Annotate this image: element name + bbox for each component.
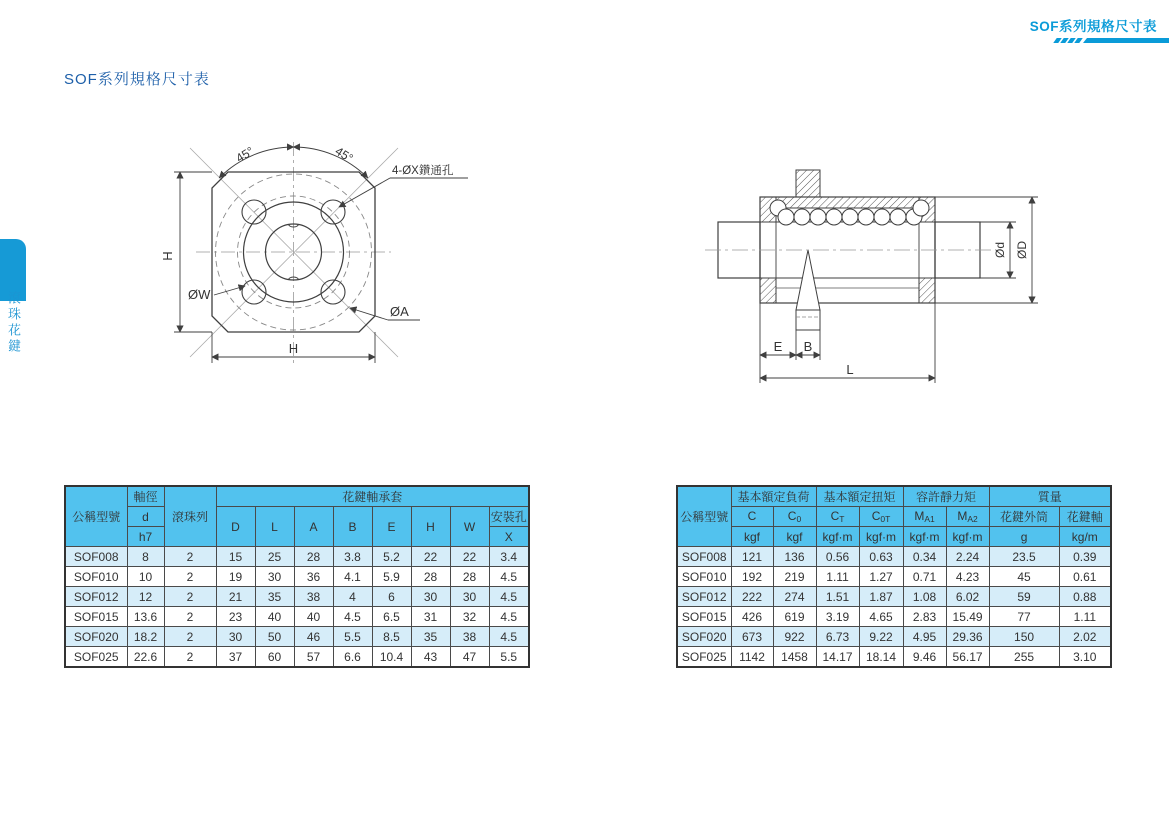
value-cell: 0.88 (1059, 587, 1111, 607)
value-cell: 2.83 (903, 607, 946, 627)
value-cell: 1458 (773, 647, 816, 668)
value-cell: 5.5 (489, 647, 529, 668)
value-cell: 45 (989, 567, 1059, 587)
value-cell: 10 (127, 567, 164, 587)
value-cell: 19 (216, 567, 255, 587)
value-cell: 22 (411, 547, 450, 567)
value-cell: 57 (294, 647, 333, 668)
value-cell: 29.36 (946, 627, 989, 647)
table-row (65, 547, 529, 567)
table-row (677, 547, 1111, 567)
col-header-d: d (127, 507, 164, 527)
model-cell: SOF025 (677, 647, 731, 668)
value-cell: 35 (411, 627, 450, 647)
unit-header: kgf·m (816, 527, 859, 547)
value-cell: 136 (773, 547, 816, 567)
value-cell: 23 (216, 607, 255, 627)
col-header-spline-shaft: 花鍵軸 (1059, 507, 1111, 527)
value-cell: 14.17 (816, 647, 859, 668)
value-cell: 47 (450, 647, 489, 668)
value-cell: 1.11 (1059, 607, 1111, 627)
value-cell: 28 (294, 547, 333, 567)
value-cell: 619 (773, 607, 816, 627)
col-header-MA2: $M_{A2}$ (946, 507, 989, 527)
value-cell: 43 (411, 647, 450, 668)
value-cell: 5.9 (372, 567, 411, 587)
value-cell: 922 (773, 627, 816, 647)
col-header-ball-rows: 滾珠列 (164, 486, 216, 547)
centerlines (190, 142, 398, 364)
value-cell: 38 (294, 587, 333, 607)
dimension-spec-table (64, 485, 530, 668)
section-hatching (760, 170, 935, 303)
col-header-C0T: $C_{0T}$ (859, 507, 903, 527)
running-header-title: SOF系列規格尺寸表 (1029, 19, 1157, 34)
value-cell: 5.2 (372, 547, 411, 567)
dim-w-label: ØW (188, 287, 211, 302)
model-cell: SOF008 (65, 547, 127, 567)
page-title: SOF系列規格尺寸表 (64, 71, 210, 88)
table-row (677, 587, 1111, 607)
value-cell: 18.2 (127, 627, 164, 647)
col-header-C: C (731, 507, 773, 527)
value-cell: 4.5 (489, 607, 529, 627)
table-row (65, 607, 529, 627)
value-cell: 77 (989, 607, 1059, 627)
value-cell: 2 (164, 567, 216, 587)
value-cell: 3.19 (816, 607, 859, 627)
value-cell: 4.5 (489, 627, 529, 647)
value-cell: 2 (164, 547, 216, 567)
value-cell: 6 (372, 587, 411, 607)
model-cell: SOF012 (65, 587, 127, 607)
value-cell: 28 (411, 567, 450, 587)
value-cell: 0.71 (903, 567, 946, 587)
unit-header: kgf·m (903, 527, 946, 547)
value-cell: 36 (294, 567, 333, 587)
model-cell: SOF010 (65, 567, 127, 587)
col-group-static-moment: 容許靜力矩 (903, 486, 989, 507)
unit-header: kgf (731, 527, 773, 547)
front-view-drawing (150, 108, 480, 378)
value-cell: 21 (216, 587, 255, 607)
holes-note-label: 4-ØX鑽通孔 (392, 165, 454, 177)
side-view-drawing (690, 138, 1060, 390)
value-cell: 30 (411, 587, 450, 607)
col-header-E: E (372, 507, 411, 547)
col-header-x: X (489, 527, 529, 547)
col-header-mount-hole: 安裝孔 (489, 507, 529, 527)
model-cell: SOF020 (677, 627, 731, 647)
value-cell: 35 (255, 587, 294, 607)
value-cell: 150 (989, 627, 1059, 647)
value-cell: 4.95 (903, 627, 946, 647)
value-cell: 1142 (731, 647, 773, 668)
dim-e-label: E (773, 339, 783, 354)
value-cell: 2 (164, 647, 216, 668)
value-cell: 25 (255, 547, 294, 567)
unit-header: kgf·m (946, 527, 989, 547)
value-cell: 4.5 (333, 607, 372, 627)
value-cell: 4.1 (333, 567, 372, 587)
value-cell: 40 (294, 607, 333, 627)
col-header-spline-nut: 花鍵外筒 (989, 507, 1059, 527)
value-cell: 22 (450, 547, 489, 567)
col-header-L: L (255, 507, 294, 547)
slash-decoration (1074, 38, 1083, 43)
value-cell: 15.49 (946, 607, 989, 627)
dimension-table-body (65, 547, 529, 668)
value-cell: 4.5 (489, 567, 529, 587)
value-cell: 1.08 (903, 587, 946, 607)
table-row (65, 587, 529, 607)
value-cell: 0.61 (1059, 567, 1111, 587)
value-cell: 15 (216, 547, 255, 567)
value-cell: 28 (450, 567, 489, 587)
dim-b-label: B (803, 339, 813, 354)
dim-w-leader (214, 286, 245, 295)
value-cell: 673 (731, 627, 773, 647)
model-cell: SOF008 (677, 547, 731, 567)
running-header (1030, 15, 1169, 43)
value-cell: 0.56 (816, 547, 859, 567)
table-row (65, 627, 529, 647)
value-cell: 12 (127, 587, 164, 607)
model-cell: SOF015 (677, 607, 731, 627)
value-cell: 59 (989, 587, 1059, 607)
table-row (65, 567, 529, 587)
table-row (677, 627, 1111, 647)
value-cell: 192 (731, 567, 773, 587)
underline-bar (1083, 38, 1169, 43)
value-cell: 3.10 (1059, 647, 1111, 668)
value-cell: 4.23 (946, 567, 989, 587)
col-header-D: D (216, 507, 255, 547)
value-cell: 18.14 (859, 647, 903, 668)
unit-header: kg/m (1059, 527, 1111, 547)
value-cell: 222 (731, 587, 773, 607)
col-header-model: 公稱型號 (65, 486, 127, 547)
model-cell: SOF020 (65, 627, 127, 647)
value-cell: 56.17 (946, 647, 989, 668)
dim-d-small-label: Ød (993, 241, 1007, 259)
dim-l-label: L (846, 362, 854, 377)
value-cell: 0.34 (903, 547, 946, 567)
header-underline-decoration (1055, 38, 1169, 43)
col-group-sleeve: 花鍵軸承套 (216, 486, 529, 507)
value-cell: 6.02 (946, 587, 989, 607)
value-cell: 23.5 (989, 547, 1059, 567)
col-header-MA1: $M_{A1}$ (903, 507, 946, 527)
value-cell: 1.27 (859, 567, 903, 587)
col-header-W: W (450, 507, 489, 547)
col-header-model: 公稱型號 (677, 486, 731, 547)
value-cell: 38 (450, 627, 489, 647)
col-header-H: H (411, 507, 450, 547)
col-header-CT: $C_T$ (816, 507, 859, 527)
value-cell: 30 (255, 567, 294, 587)
unit-header: g (989, 527, 1059, 547)
value-cell: 0.63 (859, 547, 903, 567)
value-cell: 6.73 (816, 627, 859, 647)
dim-a-label: ØA (390, 304, 409, 319)
value-cell: 50 (255, 627, 294, 647)
value-cell: 2 (164, 627, 216, 647)
value-cell: 8 (127, 547, 164, 567)
model-cell: SOF025 (65, 647, 127, 668)
value-cell: 32 (450, 607, 489, 627)
value-cell: 0.39 (1059, 547, 1111, 567)
model-cell: SOF010 (677, 567, 731, 587)
value-cell: 6.5 (372, 607, 411, 627)
value-cell: 40 (255, 607, 294, 627)
value-cell: 37 (216, 647, 255, 668)
value-cell: 1.87 (859, 587, 903, 607)
unit-header: kgf (773, 527, 816, 547)
col-header-h7: h7 (127, 527, 164, 547)
value-cell: 31 (411, 607, 450, 627)
value-cell: 30 (450, 587, 489, 607)
value-cell: 1.11 (816, 567, 859, 587)
value-cell: 10.4 (372, 647, 411, 668)
table-row (677, 647, 1111, 668)
table-row (677, 607, 1111, 627)
value-cell: 2 (164, 607, 216, 627)
col-group-rated-load: 基本額定負荷 (731, 486, 816, 507)
value-cell: 46 (294, 627, 333, 647)
value-cell: 2 (164, 587, 216, 607)
col-group-mass: 質量 (989, 486, 1111, 507)
unit-header: kgf·m (859, 527, 903, 547)
dim-d-big-label: ØD (1015, 241, 1029, 259)
value-cell: 9.22 (859, 627, 903, 647)
value-cell: 2.02 (1059, 627, 1111, 647)
dim-a-leader (350, 308, 420, 320)
col-group-rated-torque: 基本額定扭矩 (816, 486, 903, 507)
rating-table-body (677, 547, 1111, 668)
value-cell: 22.6 (127, 647, 164, 668)
rating-spec-table (676, 485, 1112, 668)
model-cell: SOF015 (65, 607, 127, 627)
value-cell: 9.46 (903, 647, 946, 668)
value-cell: 1.51 (816, 587, 859, 607)
table-row (65, 647, 529, 668)
angle-right-label: 45° (332, 143, 356, 166)
col-header-B: B (333, 507, 372, 547)
sidebar-section-label: 滾珠花鍵 (6, 291, 21, 355)
value-cell: 4.5 (489, 587, 529, 607)
value-cell: 8.5 (372, 627, 411, 647)
value-cell: 2.24 (946, 547, 989, 567)
table-row (677, 567, 1111, 587)
dim-h-bottom-label: H (288, 341, 299, 356)
value-cell: 255 (989, 647, 1059, 668)
dim-h-left-label: H (160, 251, 175, 261)
value-cell: 30 (216, 627, 255, 647)
angle-left-label: 45° (233, 143, 257, 166)
value-cell: 3.8 (333, 547, 372, 567)
keyway-section (796, 250, 820, 330)
value-cell: 3.4 (489, 547, 529, 567)
value-cell: 4.65 (859, 607, 903, 627)
value-cell: 121 (731, 547, 773, 567)
value-cell: 60 (255, 647, 294, 668)
holes-leader (339, 178, 468, 207)
value-cell: 219 (773, 567, 816, 587)
value-cell: 4 (333, 587, 372, 607)
value-cell: 6.6 (333, 647, 372, 668)
value-cell: 274 (773, 587, 816, 607)
col-header-shaft-dia: 軸徑 (127, 486, 164, 507)
col-header-A: A (294, 507, 333, 547)
value-cell: 426 (731, 607, 773, 627)
value-cell: 5.5 (333, 627, 372, 647)
model-cell: SOF012 (677, 587, 731, 607)
value-cell: 13.6 (127, 607, 164, 627)
col-header-C0: $C_0$ (773, 507, 816, 527)
